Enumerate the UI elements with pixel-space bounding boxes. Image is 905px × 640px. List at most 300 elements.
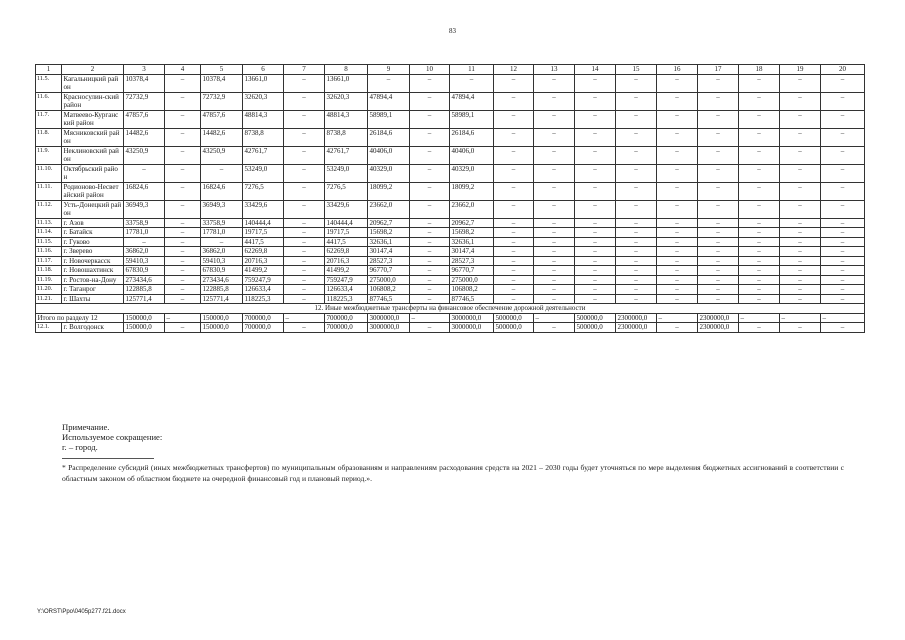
table-row xyxy=(36,294,865,304)
table-cell: 126633,4 xyxy=(325,285,368,295)
table-cell: – xyxy=(534,218,575,228)
municipality-name: г. Ростов-на-Дону xyxy=(62,275,124,285)
table-cell: 500000,0 xyxy=(575,313,616,323)
table-cell: 32636,1 xyxy=(450,237,494,247)
table-cell: 19717,5 xyxy=(325,228,368,238)
table-cell: 122885,8 xyxy=(201,285,243,295)
table-row xyxy=(36,92,865,110)
table-cell: – xyxy=(410,146,450,164)
table-cell: 15698,2 xyxy=(450,228,494,238)
table-cell: – xyxy=(494,110,534,128)
table-cell: – xyxy=(534,200,575,218)
table-cell: – xyxy=(575,247,616,257)
table-cell: – xyxy=(657,266,698,276)
row-number: 11.15. xyxy=(36,237,62,247)
footnote-rule xyxy=(62,458,154,459)
table-cell: – xyxy=(494,266,534,276)
table-cell: – xyxy=(821,294,865,304)
table-cell: – xyxy=(165,237,201,247)
table-cell: – xyxy=(698,110,739,128)
table-cell: – xyxy=(534,128,575,146)
table-cell: – xyxy=(165,200,201,218)
table-cell: 26184,6 xyxy=(450,128,494,146)
table-cell: – xyxy=(165,74,201,92)
table-cell: – xyxy=(575,200,616,218)
table-cell: – xyxy=(165,294,201,304)
table-cell: 700000,0 xyxy=(243,323,284,333)
table-cell: – xyxy=(821,146,865,164)
row-number: 11.7. xyxy=(36,110,62,128)
table-cell: – xyxy=(284,266,325,276)
table-cell: – xyxy=(534,313,575,323)
table-cell: – xyxy=(780,92,821,110)
table-cell: – xyxy=(780,74,821,92)
table-cell: 67830,9 xyxy=(124,266,165,276)
table-row xyxy=(36,228,865,238)
table-cell: – xyxy=(821,74,865,92)
table-cell: – xyxy=(821,218,865,228)
table-cell: – xyxy=(494,146,534,164)
table-cell: 47894,4 xyxy=(368,92,410,110)
table-cell: – xyxy=(657,218,698,228)
table-cell: 28527,3 xyxy=(450,256,494,266)
table-cell: – xyxy=(657,74,698,92)
column-number: 11 xyxy=(450,65,494,75)
table-cell: – xyxy=(575,74,616,92)
table-cell: – xyxy=(284,128,325,146)
table-cell: – xyxy=(410,110,450,128)
column-number: 10 xyxy=(410,65,450,75)
table-cell: 3000000,0 xyxy=(450,323,494,333)
table-cell: 15698,2 xyxy=(368,228,410,238)
table-cell: 72732,9 xyxy=(124,92,165,110)
table-cell: 62269,8 xyxy=(243,247,284,257)
table-cell: 58989,1 xyxy=(450,110,494,128)
table-cell: – xyxy=(739,266,780,276)
total-row xyxy=(36,313,865,323)
table-cell: – xyxy=(201,237,243,247)
table-cell: – xyxy=(657,294,698,304)
table-row xyxy=(36,256,865,266)
notes-block xyxy=(62,423,162,452)
subsidy-distribution-table xyxy=(35,64,865,333)
table-row xyxy=(36,164,865,182)
table-cell: 30147,4 xyxy=(368,247,410,257)
table-cell: 7276,5 xyxy=(243,182,284,200)
table-cell: 18099,2 xyxy=(368,182,410,200)
table-cell: – xyxy=(616,218,657,228)
table-cell: – xyxy=(739,164,780,182)
table-row xyxy=(36,237,865,247)
table-cell: 33429,6 xyxy=(243,200,284,218)
table-cell: – xyxy=(616,294,657,304)
table-cell: – xyxy=(534,182,575,200)
table-cell: 13661,0 xyxy=(243,74,284,92)
table-cell: – xyxy=(494,237,534,247)
table-cell: – xyxy=(410,164,450,182)
table-cell: – xyxy=(657,128,698,146)
table-cell: 43250,9 xyxy=(124,146,165,164)
table-cell: 47857,6 xyxy=(124,110,165,128)
table-cell: – xyxy=(284,110,325,128)
table-row xyxy=(36,275,865,285)
table-cell: 20716,3 xyxy=(243,256,284,266)
table-cell: 40329,0 xyxy=(450,164,494,182)
table-cell: – xyxy=(575,218,616,228)
table-cell: 759247,9 xyxy=(243,275,284,285)
table-cell: 40406,0 xyxy=(450,146,494,164)
table-cell: – xyxy=(575,285,616,295)
table-cell: – xyxy=(284,237,325,247)
footnote-text: * Распределение субсидий (иных межбюджетных трансфертов) по муниципальным образованиям и направлениям расходования средств на 2021 – 2030 годы будет уточняться по мере выделения бюджетных ассигнований в соответствии с областным законом об областном бюджете на очередной финансовый год и плановый период.». xyxy=(62,463,844,483)
column-number: 19 xyxy=(780,65,821,75)
table-cell: 273434,6 xyxy=(124,275,165,285)
table-cell: – xyxy=(821,313,865,323)
municipality-name: г. Новошахтинск xyxy=(62,266,124,276)
table-row xyxy=(36,218,865,228)
table-cell: – xyxy=(575,237,616,247)
table-cell: 16824,6 xyxy=(124,182,165,200)
table-cell: 700000,0 xyxy=(325,313,368,323)
table-cell: – xyxy=(284,285,325,295)
table-cell: 42761,7 xyxy=(243,146,284,164)
table-cell: 3000000,0 xyxy=(368,323,410,333)
row-number: 11.6. xyxy=(36,92,62,110)
municipality-name: г. Гуково xyxy=(62,237,124,247)
table-cell: – xyxy=(780,285,821,295)
table-cell: 53249,0 xyxy=(325,164,368,182)
table-cell: 17781,0 xyxy=(124,228,165,238)
table-cell: – xyxy=(657,285,698,295)
table-cell: – xyxy=(575,294,616,304)
table-cell: 32620,3 xyxy=(325,92,368,110)
table-cell: – xyxy=(494,200,534,218)
table-cell: – xyxy=(534,164,575,182)
table-cell: – xyxy=(739,294,780,304)
table-cell: – xyxy=(494,92,534,110)
table-cell: – xyxy=(494,285,534,295)
table-cell: – xyxy=(657,164,698,182)
table-cell: – xyxy=(657,237,698,247)
table-cell: – xyxy=(739,146,780,164)
table-cell: 32620,3 xyxy=(243,92,284,110)
table-row xyxy=(36,323,865,333)
table-cell: 122885,8 xyxy=(124,285,165,295)
table-cell: 67830,9 xyxy=(201,266,243,276)
table-row xyxy=(36,285,865,295)
table-row xyxy=(36,110,865,128)
table-cell: 17781,0 xyxy=(201,228,243,238)
table-cell: – xyxy=(575,164,616,182)
municipality-name: г. Зверево xyxy=(62,247,124,257)
table-cell: – xyxy=(450,74,494,92)
table-cell: – xyxy=(410,74,450,92)
table-row xyxy=(36,247,865,257)
column-number: 6 xyxy=(243,65,284,75)
table-cell: 14482,6 xyxy=(124,128,165,146)
table-cell: 2300000,0 xyxy=(616,313,657,323)
table-cell: 53249,0 xyxy=(243,164,284,182)
table-cell: – xyxy=(534,110,575,128)
table-cell: – xyxy=(739,285,780,295)
table-cell: – xyxy=(494,275,534,285)
table-cell: – xyxy=(616,285,657,295)
table-cell: – xyxy=(780,228,821,238)
table-cell: – xyxy=(821,128,865,146)
table-cell: – xyxy=(494,256,534,266)
table-cell: – xyxy=(165,266,201,276)
total-label: Итого по разделу 12 xyxy=(36,313,124,323)
table-cell: 8738,8 xyxy=(325,128,368,146)
table-cell: – xyxy=(698,146,739,164)
column-number: 4 xyxy=(165,65,201,75)
table-cell: 4417,5 xyxy=(325,237,368,247)
column-number: 15 xyxy=(616,65,657,75)
table-cell: – xyxy=(821,256,865,266)
notes-abbrev-heading: Используемое сокращение: xyxy=(62,431,163,442)
table-cell: – xyxy=(284,92,325,110)
table-cell: – xyxy=(534,266,575,276)
table-cell: – xyxy=(165,275,201,285)
table-cell: – xyxy=(410,247,450,257)
table-cell: – xyxy=(739,313,780,323)
table-cell: – xyxy=(534,92,575,110)
table-cell: – xyxy=(657,182,698,200)
table-cell: – xyxy=(165,228,201,238)
table-cell: 28527,3 xyxy=(368,256,410,266)
table-cell: – xyxy=(410,218,450,228)
table-cell: – xyxy=(165,146,201,164)
table-cell: – xyxy=(494,294,534,304)
table-cell: 41499,2 xyxy=(243,266,284,276)
table-cell: – xyxy=(821,285,865,295)
table-cell: – xyxy=(575,228,616,238)
table-cell: – xyxy=(165,247,201,257)
page-number: 83 xyxy=(449,27,456,35)
row-number: 11.9. xyxy=(36,146,62,164)
table-cell: – xyxy=(698,228,739,238)
row-number: 11.12. xyxy=(36,200,62,218)
table-cell: 36862,0 xyxy=(124,247,165,257)
table-cell: 118225,3 xyxy=(325,294,368,304)
table-cell: 700000,0 xyxy=(243,313,284,323)
column-number: 3 xyxy=(124,65,165,75)
table-cell: – xyxy=(534,237,575,247)
table-cell: – xyxy=(780,323,821,333)
table-cell: – xyxy=(780,128,821,146)
table-cell: 10378,4 xyxy=(201,74,243,92)
table-cell: 3000000,0 xyxy=(368,313,410,323)
municipality-name: Красносулин-ский район xyxy=(62,92,124,110)
table-cell: – xyxy=(616,200,657,218)
section-title-row xyxy=(36,304,865,314)
table-cell: 48814,3 xyxy=(325,110,368,128)
table-cell: – xyxy=(780,275,821,285)
municipality-name: г. Новочеркасск xyxy=(62,256,124,266)
table-cell: – xyxy=(739,182,780,200)
table-cell: – xyxy=(739,110,780,128)
table-cell: – xyxy=(165,92,201,110)
table-cell: – xyxy=(780,146,821,164)
table-cell: – xyxy=(780,266,821,276)
table-cell: – xyxy=(698,266,739,276)
table-row xyxy=(36,200,865,218)
table-cell: – xyxy=(410,128,450,146)
table-cell: 36949,3 xyxy=(124,200,165,218)
table-cell: 23662,0 xyxy=(368,200,410,218)
table-cell: – xyxy=(575,182,616,200)
table-cell: – xyxy=(284,256,325,266)
table-cell: – xyxy=(657,313,698,323)
row-number: 11.19. xyxy=(36,275,62,285)
table-cell: – xyxy=(410,92,450,110)
table-cell: – xyxy=(657,146,698,164)
municipality-name: г. Азов xyxy=(62,218,124,228)
table-cell: – xyxy=(780,247,821,257)
table-cell: – xyxy=(821,182,865,200)
table-cell: 106808,2 xyxy=(368,285,410,295)
table-cell: – xyxy=(698,285,739,295)
table-cell: – xyxy=(739,247,780,257)
municipality-name: Октябрьский район xyxy=(62,164,124,182)
table-cell: – xyxy=(698,182,739,200)
table-cell: – xyxy=(165,110,201,128)
table-cell: 41499,2 xyxy=(325,266,368,276)
column-number: 20 xyxy=(821,65,865,75)
table-cell: – xyxy=(410,285,450,295)
column-number: 7 xyxy=(284,65,325,75)
table-cell: – xyxy=(616,74,657,92)
table-cell: 20962,7 xyxy=(450,218,494,228)
table-cell: – xyxy=(698,74,739,92)
table-cell: 125771,4 xyxy=(201,294,243,304)
notes-abbrev-item: г. – город. xyxy=(62,441,98,452)
table-cell: 106808,2 xyxy=(450,285,494,295)
table-cell: – xyxy=(739,74,780,92)
row-number: 11.5. xyxy=(36,74,62,92)
table-cell: – xyxy=(534,228,575,238)
table-cell: 23662,0 xyxy=(450,200,494,218)
table-cell: 19717,5 xyxy=(243,228,284,238)
table-cell: 8738,8 xyxy=(243,128,284,146)
column-number: 14 xyxy=(575,65,616,75)
table-cell: 47857,6 xyxy=(201,110,243,128)
table-cell: – xyxy=(698,247,739,257)
table-cell: – xyxy=(698,92,739,110)
table-cell: – xyxy=(821,323,865,333)
table-cell: – xyxy=(698,164,739,182)
table-cell: 16824,6 xyxy=(201,182,243,200)
table-cell: – xyxy=(534,323,575,333)
table-cell: 96770,7 xyxy=(368,266,410,276)
table-cell: – xyxy=(698,218,739,228)
table-cell: 33758,9 xyxy=(124,218,165,228)
table-cell: 59410,3 xyxy=(124,256,165,266)
table-cell: – xyxy=(616,146,657,164)
table-cell: – xyxy=(165,182,201,200)
table-cell: – xyxy=(780,164,821,182)
table-cell: – xyxy=(575,266,616,276)
table-cell: – xyxy=(284,228,325,238)
table-cell: 2300000,0 xyxy=(616,323,657,333)
table-cell: 275000,0 xyxy=(450,275,494,285)
table-cell: 150000,0 xyxy=(124,323,165,333)
table-cell: 48814,3 xyxy=(243,110,284,128)
table-cell: 47894,4 xyxy=(450,92,494,110)
table-cell: – xyxy=(657,323,698,333)
table-cell: – xyxy=(698,237,739,247)
municipality-name: Мясниковский район xyxy=(62,128,124,146)
table-cell: – xyxy=(284,200,325,218)
table-cell: 40329,0 xyxy=(368,164,410,182)
municipality-name: Кагальницкий район xyxy=(62,74,124,92)
table-cell: – xyxy=(657,275,698,285)
table-cell: 7276,5 xyxy=(325,182,368,200)
table-cell: 18099,2 xyxy=(450,182,494,200)
table-cell: 126633,4 xyxy=(243,285,284,295)
table-cell: 59410,3 xyxy=(201,256,243,266)
column-number-row xyxy=(36,65,865,75)
table-cell: – xyxy=(165,323,201,333)
municipality-name: г. Волгодонск xyxy=(62,323,124,333)
row-number: 11.11. xyxy=(36,182,62,200)
table-cell: – xyxy=(821,237,865,247)
column-number: 9 xyxy=(368,65,410,75)
table-cell: 700000,0 xyxy=(325,323,368,333)
table-cell: – xyxy=(494,128,534,146)
table-cell: – xyxy=(575,275,616,285)
table-row xyxy=(36,74,865,92)
table-cell: – xyxy=(165,218,201,228)
table-cell: 500000,0 xyxy=(575,323,616,333)
table-cell: – xyxy=(575,110,616,128)
column-number: 1 xyxy=(36,65,62,75)
table-cell: 26184,6 xyxy=(368,128,410,146)
table-cell: – xyxy=(575,92,616,110)
table-cell: – xyxy=(616,266,657,276)
table-cell: – xyxy=(698,275,739,285)
table-cell: – xyxy=(534,247,575,257)
table-cell: – xyxy=(616,164,657,182)
table-cell: – xyxy=(165,128,201,146)
table-row xyxy=(36,146,865,164)
table-cell: 58989,1 xyxy=(368,110,410,128)
column-number: 8 xyxy=(325,65,368,75)
table-cell: – xyxy=(494,228,534,238)
table-cell: 500000,0 xyxy=(494,313,534,323)
table-cell: 43250,9 xyxy=(201,146,243,164)
table-cell: 72732,9 xyxy=(201,92,243,110)
municipality-name: г. Таганрог xyxy=(62,285,124,295)
table-cell: – xyxy=(780,313,821,323)
table-cell: – xyxy=(821,200,865,218)
column-number: 17 xyxy=(698,65,739,75)
column-number: 12 xyxy=(494,65,534,75)
table-cell: – xyxy=(616,228,657,238)
table-cell: – xyxy=(165,164,201,182)
table-cell: – xyxy=(657,110,698,128)
table-cell: – xyxy=(534,146,575,164)
municipality-name: Неклиновский район xyxy=(62,146,124,164)
table-cell: – xyxy=(165,256,201,266)
table-cell: – xyxy=(739,200,780,218)
table-cell: 140444,4 xyxy=(243,218,284,228)
table-row xyxy=(36,128,865,146)
table-cell: – xyxy=(410,313,450,323)
table-cell: 3000000,0 xyxy=(450,313,494,323)
table-cell: – xyxy=(739,275,780,285)
municipality-name: г. Шахты xyxy=(62,294,124,304)
